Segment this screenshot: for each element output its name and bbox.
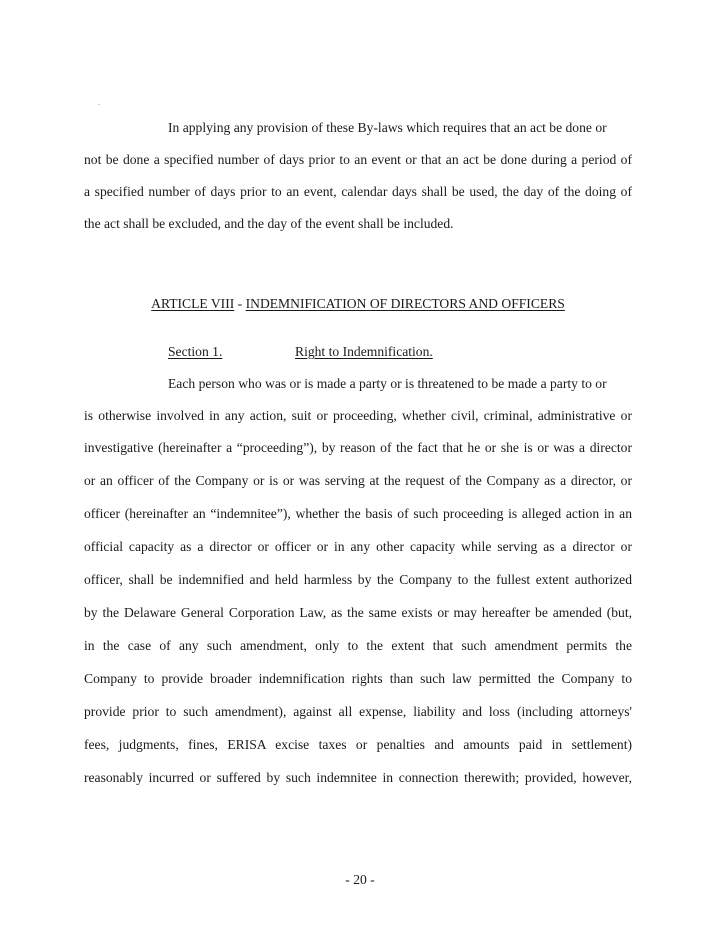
article-heading [84,296,632,312]
page-number: - 20 - [345,872,375,887]
paragraph-2-line-9: in the case of any such amendment, only to the extent that such amendment permits the [84,638,632,653]
scan-speck [98,104,100,105]
paragraph-2-line-12: fees, judgments, fines, ERISA excise taxes or penalties and amounts paid in settlement) [84,737,632,752]
paragraph-2-line-4: or an officer of the Company or is or was serving at the request of the Company as a director, or [84,473,632,488]
paragraph-2-line-3: investigative (hereinafter a “proceeding”), by reason of the fact that he or she is or was a director [84,440,632,455]
section-number: Section 1. [168,344,223,359]
paragraph-2-line-10: Company to provide broader indemnification rights than such law permitted the Company to [84,671,632,686]
section-title: Right to Indemnification. [295,344,433,359]
paragraph-2-line-2: is otherwise involved in any action, suit or proceeding, whether civil, criminal, administrative or [84,408,632,423]
paragraph-1-line-3: a specified number of days prior to an event, calendar days shall be used, the day of the doing of [84,184,632,199]
paragraph-1-line-2: not be done a specified number of days prior to an event or that an act be done during a period of [84,152,632,167]
paragraph-2-line-6: official capacity as a director or officer or in any other capacity while serving as a director or [84,539,632,554]
paragraph-2-line-11: provide prior to such amendment), against all expense, liability and loss (including attorneys' [84,704,632,719]
paragraph-2-line-5: officer (hereinafter an “indemnitee”), whether the basis of such proceeding is alleged action in an [84,506,632,521]
article-title: INDEMNIFICATION OF DIRECTORS AND OFFICERS [245,296,565,311]
paragraph-2-line-8: by the Delaware General Corporation Law, as the same exists or may hereafter be amended (but, [84,605,632,620]
paragraph-1-line-1: In applying any provision of these By-laws which requires that an act be done or [168,120,607,135]
paragraph-1-line-4: the act shall be excluded, and the day of the event shall be included. [84,216,454,231]
article-separator: - [234,296,246,311]
paragraph-2-line-1: Each person who was or is made a party or is threatened to be made a party to or [168,376,607,391]
article-number: ARTICLE VIII [151,296,235,311]
paragraph-2-line-13: reasonably incurred or suffered by such indemnitee in connection therewith; provided, however, [84,770,632,785]
paragraph-2-line-7: officer, shall be indemnified and held harmless by the Company to the fullest extent authorized [84,572,632,587]
